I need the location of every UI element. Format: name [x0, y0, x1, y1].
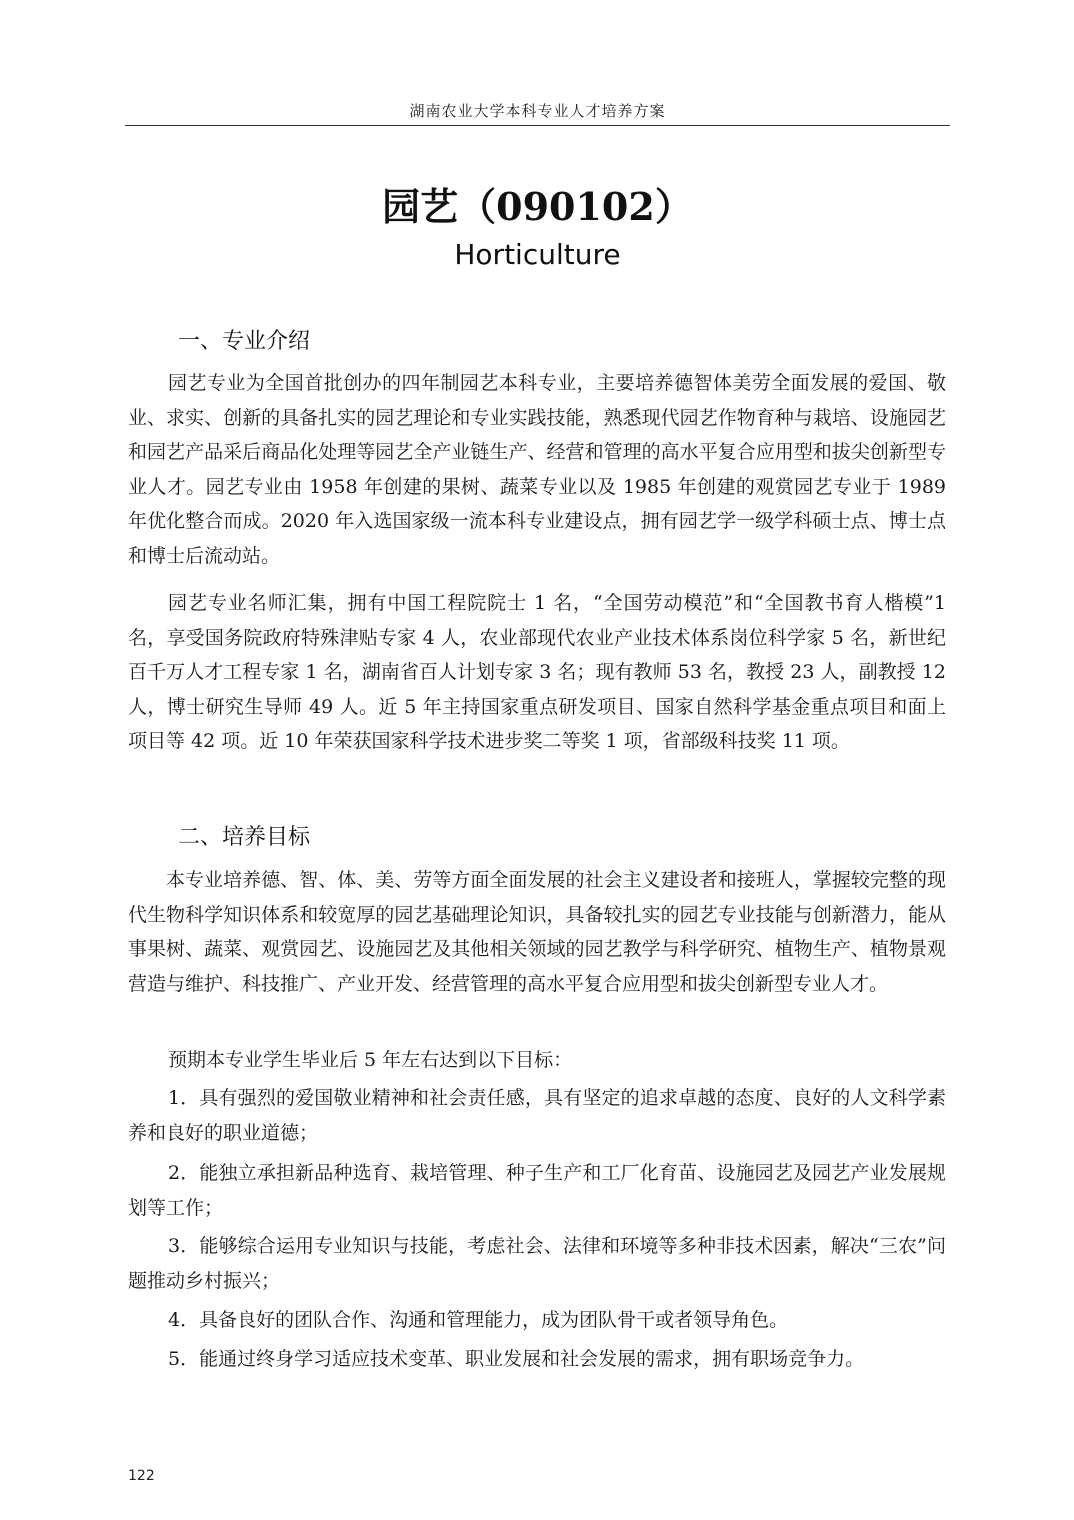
page-subtitle: Horticulture	[454, 238, 621, 271]
objective-item-1: 1．具有强烈的爱国敬业精神和社会责任感，具有坚定的追求卓越的态度、良好的人文科学素养和良好的职业道德；	[128, 1087, 946, 1144]
section-heading-objectives: 二、培养目标	[178, 825, 311, 850]
paragraph-objectives-lead: 预期本专业学生毕业后 5 年左右达到以下目标：	[168, 1049, 573, 1071]
objective-item-3: 3．能够综合运用专业知识与技能，考虑社会、法律和环境等多种非技术因素，解决“三农”问题推动乡村振兴；	[128, 1235, 946, 1292]
page-title: 园艺（090102）	[382, 184, 693, 229]
paragraph-introduction-2: 园艺专业名师汇集，拥有中国工程院院士 1 名，“全国劳动模范”和“全国教书育人楷模”1 名，享受国务院政府特殊津贴专家 4 人，农业部现代农业产业技术体系岗位科学家 5 名，新世纪百千万人才工程专家 1 名，湖南省百人计划专家 3 名；现有教师 53 名，教授 23 人，副教授 12 人，博士研究生导师 49 人。近 5 年主持国家重点研发项目、国家自然科学基金重点项目和面上项目等 42 项。近 10 年荣获国家科学技术进步奖二等奖 1 项，省部级科技奖 11 项。	[128, 592, 946, 753]
paragraph-introduction-1: 园艺专业为全国首批创办的四年制园艺本科专业，主要培养德智体美劳全面发展的爱国、敬业、求实、创新的具备扎实的园艺理论和专业实践技能，熟悉现代园艺作物育种与栽培、设施园艺和园艺产品采后商品化处理等园艺全产业链生产、经营和管理的高水平复合应用型和拔尖创新型专业人才。园艺专业由 1958 年创建的果树、蔬菜专业以及 1985 年创建的观赏园艺专业于 1989 年优化整合而成。2020 年入选国家级一流本科专业建设点，拥有园艺学一级学科硕士点、博士点和博士后流动站。	[128, 372, 946, 567]
paragraph-objectives-1: 本专业培养德、智、体、美、劳等方面全面发展的社会主义建设者和接班人，掌握较完整的现代生物科学知识体系和较宽厚的园艺基础理论知识，具备较扎实的园艺专业技能与创新潜力，能从事果树、蔬菜、观赏园艺、设施园艺及其他相关领域的园艺教学与科学研究、植物生产、植物景观营造与维护、科技推广、产业开发、经营管理的高水平复合应用型和拔尖创新型专业人才。	[128, 869, 946, 995]
running-header: 湖南农业大学本科专业人才培养方案	[409, 102, 666, 120]
page-number: 122	[128, 1468, 155, 1484]
objective-item-4: 4．具备良好的团队合作、沟通和管理能力，成为团队骨干或者领导角色。	[168, 1309, 789, 1331]
objective-item-2: 2．能独立承担新品种选育、栽培管理、种子生产和工厂化育苗、设施园艺及园艺产业发展规划等工作；	[128, 1162, 946, 1219]
section-heading-introduction: 一、专业介绍	[178, 329, 311, 354]
header-divider	[125, 125, 950, 126]
objective-item-5: 5．能通过终身学习适应技术变革、职业发展和社会发展的需求，拥有职场竞争力。	[168, 1348, 865, 1370]
